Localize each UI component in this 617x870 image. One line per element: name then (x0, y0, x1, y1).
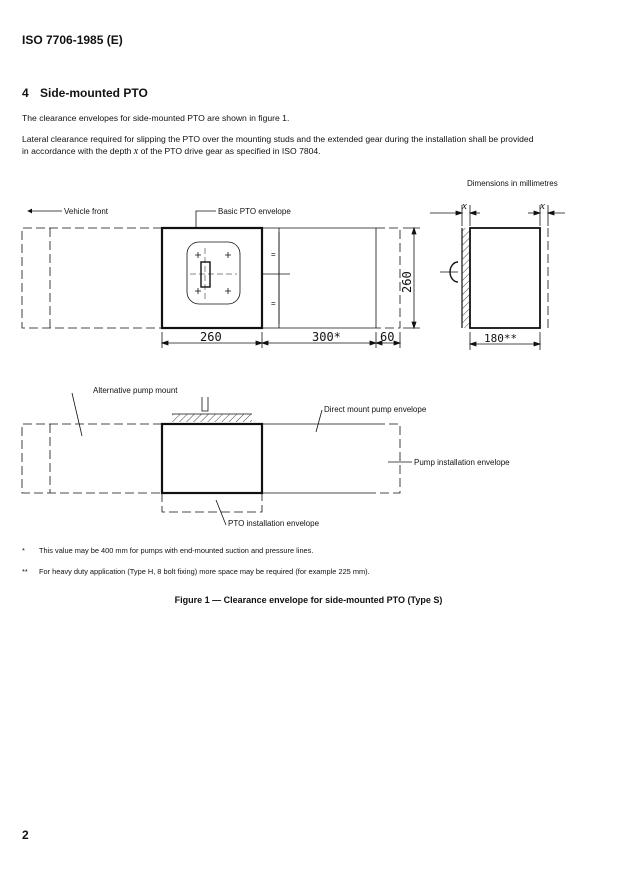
label-basic-pto-envelope: Basic PTO envelope (218, 207, 291, 216)
dim-side-width: 180** (484, 332, 518, 345)
footnote-text: This value may be 400 mm for pumps with end-mounted suction and pressure lines. (39, 546, 314, 555)
footnote-mark: * (22, 546, 25, 555)
dim-height: 260 (400, 271, 414, 293)
units-note: Dimensions in millimetres (467, 179, 558, 188)
paragraph-lateral-clearance: Lateral clearance required for slipping the PTO over the mounting studs and the extended gear during the installation shall be provided (22, 134, 534, 144)
label-vehicle-front: Vehicle front (64, 207, 109, 216)
dim-pto-width: 260 (200, 330, 222, 344)
equal-mark: = (271, 299, 276, 308)
paragraph-text: in accordance with the depth (22, 146, 134, 156)
section-title: Side-mounted PTO (40, 86, 148, 100)
side-view-envelope (470, 228, 540, 328)
paragraph-intro: The clearance envelopes for side-mounted PTO are shown in figure 1. (22, 113, 290, 123)
footnote (22, 546, 313, 555)
footnote-mark: ** (22, 567, 28, 576)
depth-variable: x (133, 146, 139, 157)
dim-end-width: 60 (380, 330, 395, 344)
footnote-text: For heavy duty application (Type H, 8 bolt fixing) more space may be required (for example 225 mm). (39, 567, 370, 576)
label-pump-installation-envelope: Pump installation envelope (414, 458, 510, 467)
dim-depth-x-right: x (540, 200, 545, 212)
pto-installation-box (162, 424, 262, 493)
pto-installation-envelope-dashed (22, 228, 162, 328)
footnote (22, 567, 370, 576)
paragraph-text: of the PTO drive gear as specified in ISO 7804. (138, 146, 321, 156)
label-alternative-pump-mount: Alternative pump mount (93, 386, 178, 395)
page-number: 2 (22, 828, 29, 842)
dim-depth-x-left: x (462, 200, 467, 212)
figure-caption: Figure 1 — Clearance envelope for side-mounted PTO (Type S) (174, 595, 443, 605)
dim-pump-width: 300* (312, 330, 341, 344)
equal-mark: = (271, 250, 276, 259)
label-direct-mount-pump-envelope: Direct mount pump envelope (324, 405, 427, 414)
document-header: ISO 7706-1985 (E) (22, 33, 123, 47)
label-pto-installation-envelope: PTO installation envelope (228, 519, 320, 528)
pto-flange (187, 242, 240, 304)
basic-pto-envelope-box (162, 228, 262, 328)
section-number: 4 (22, 86, 29, 100)
